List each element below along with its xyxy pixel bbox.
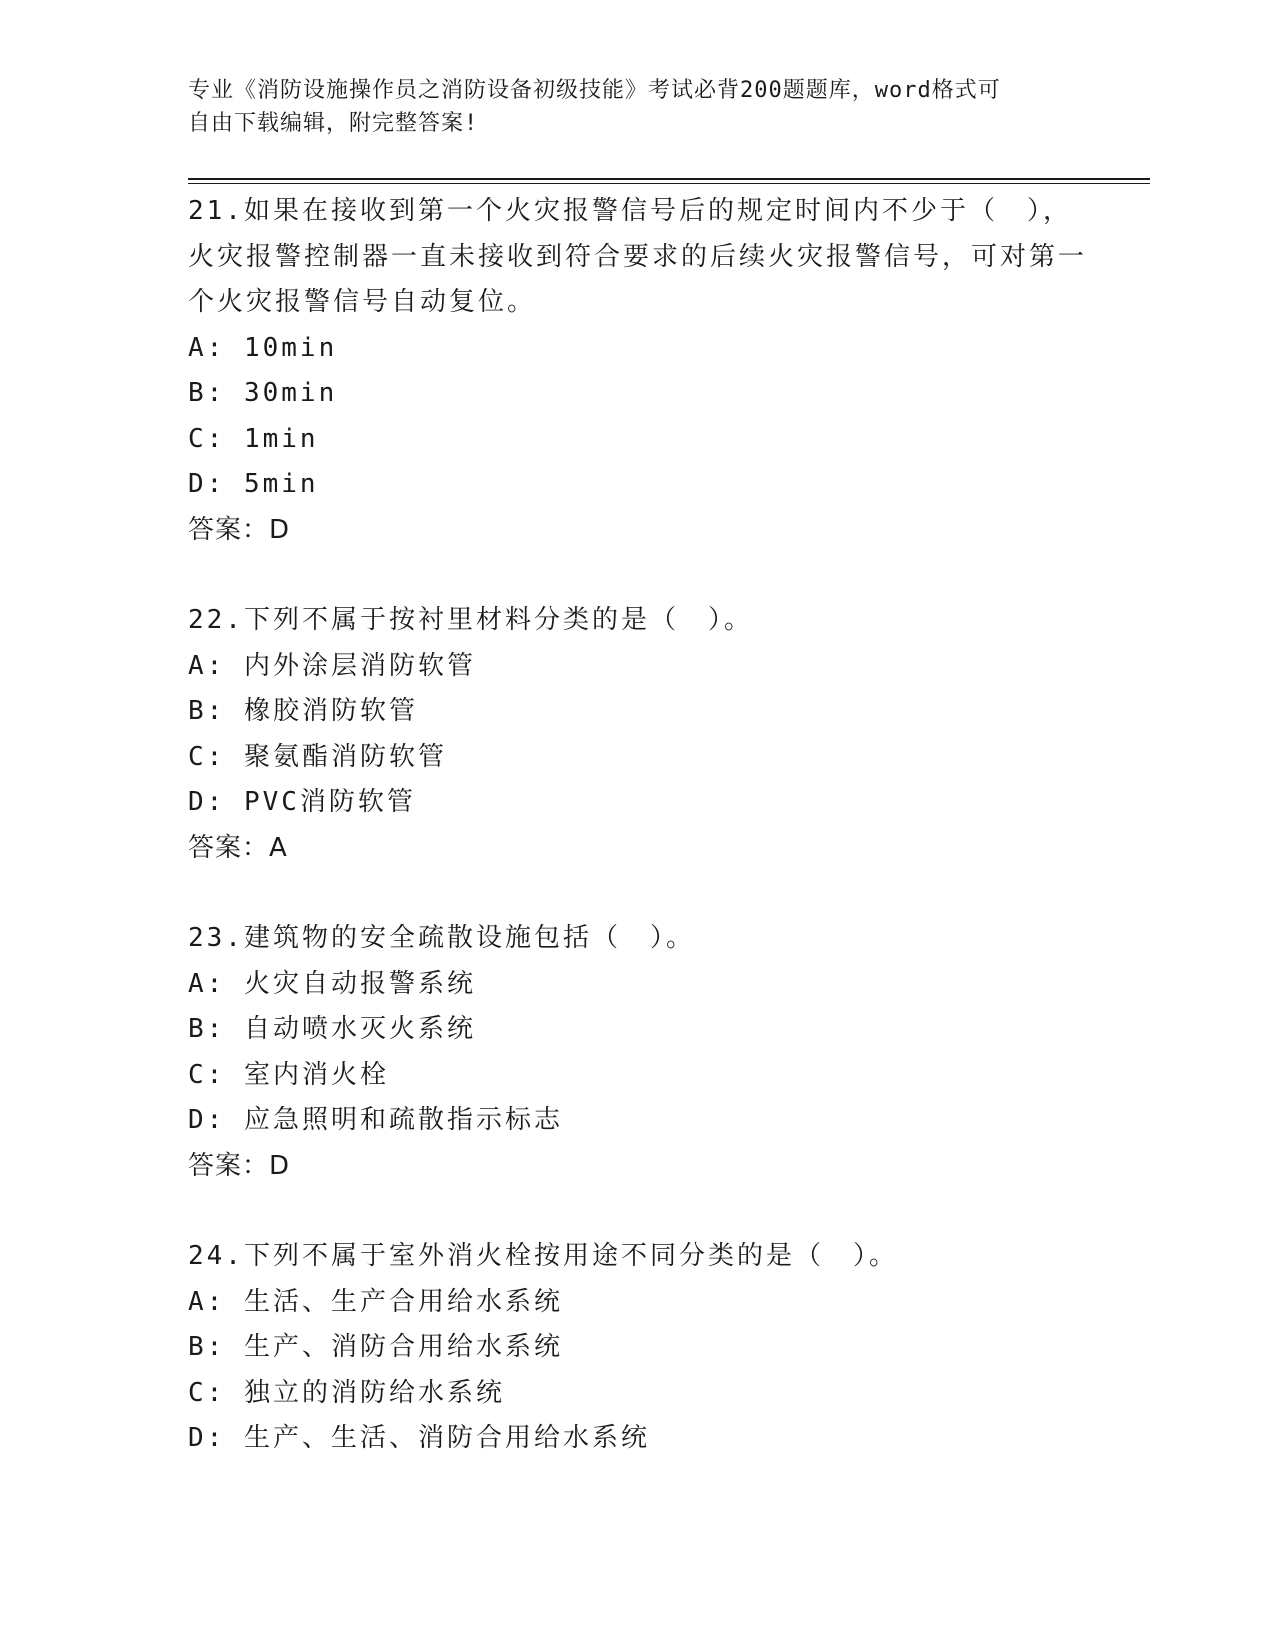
option-b: B: 橡胶消防软管 xyxy=(188,696,418,726)
option-d: D: PVC消防软管 xyxy=(188,787,416,817)
question-23 xyxy=(188,916,1088,1189)
option-list xyxy=(188,644,1088,826)
option-c: C: 1min xyxy=(188,423,319,454)
option-list xyxy=(188,326,1088,508)
option-a: A: 10min xyxy=(188,332,338,363)
question-text: 23.建筑物的安全疏散设施包括（ ）。 xyxy=(188,923,695,953)
option-b: B: 自动喷水灭火系统 xyxy=(188,1014,476,1044)
answer-line: 答案：A xyxy=(188,832,288,863)
question-text: 24.下列不属于室外消火栓按用途不同分类的是（ ）。 xyxy=(188,1241,898,1271)
option-list xyxy=(188,962,1088,1144)
answer-line: 答案：D xyxy=(188,514,291,545)
option-b: B: 生产、消防合用给水系统 xyxy=(188,1332,563,1362)
option-a: A: 生活、生产合用给水系统 xyxy=(188,1286,563,1317)
question-text: 21.如果在接收到第一个火灾报警信号后的规定时间内不少于（ ），火灾报警控制器一直未接收到符合要求的后续火灾报警信号，可对第一个火灾报警信号自动复位。 xyxy=(188,196,1088,317)
question-22 xyxy=(188,598,1088,871)
question-list xyxy=(188,189,1088,1507)
question-text: 22.下列不属于按衬里材料分类的是（ ）。 xyxy=(188,605,753,635)
option-a: A: 火灾自动报警系统 xyxy=(188,968,476,999)
option-c: C: 聚氨酯消防软管 xyxy=(188,741,447,772)
option-d: D: 应急照明和疏散指示标志 xyxy=(188,1105,563,1135)
option-a: A: 内外涂层消防软管 xyxy=(188,650,476,681)
option-list xyxy=(188,1280,1088,1462)
question-24 xyxy=(188,1234,1088,1462)
option-b: B: 30min xyxy=(188,378,338,408)
option-d: D: 5min xyxy=(188,469,319,499)
header-divider-thick xyxy=(188,178,1150,180)
option-c: C: 独立的消防给水系统 xyxy=(188,1377,505,1408)
option-c: C: 室内消火栓 xyxy=(188,1059,389,1090)
question-21 xyxy=(188,189,1088,553)
document-header xyxy=(188,74,1068,140)
option-d: D: 生产、生活、消防合用给水系统 xyxy=(188,1423,650,1453)
header-divider-thin xyxy=(188,183,1150,184)
answer-line: 答案：D xyxy=(188,1150,291,1181)
header-line-1: 专业《消防设施操作员之消防设备初级技能》考试必背200题题库，word格式可 xyxy=(188,78,1001,103)
header-line-2: 自由下载编辑，附完整答案! xyxy=(188,111,479,136)
